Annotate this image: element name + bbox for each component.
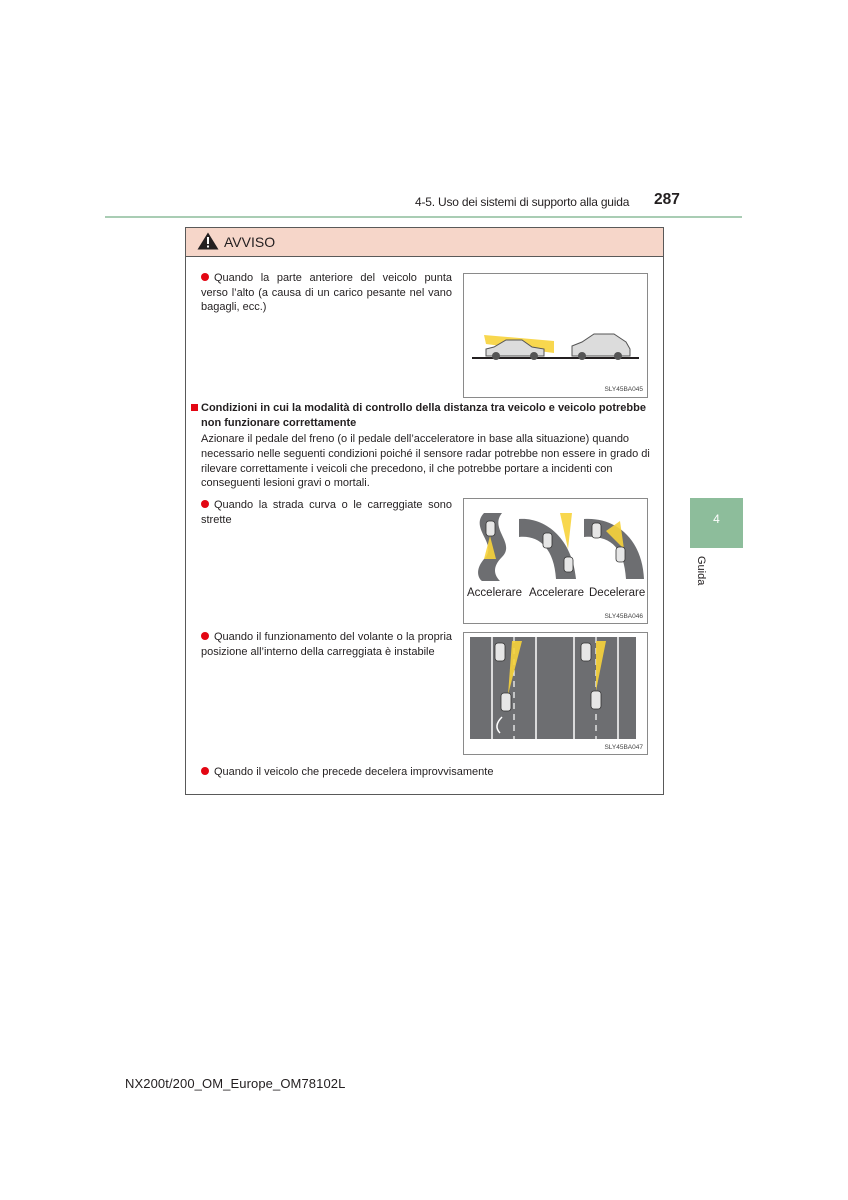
bullet-text: Quando la strada curva o le carreggiate sono strette: [201, 499, 452, 526]
curved-road-illustration: [464, 499, 647, 594]
section-title: 4-5. Uso dei sistemi di supporto alla guida: [415, 195, 630, 209]
heading-text: Condizioni in cui la modalità di controllo della distanza tra veicolo e veicolo potrebbe non funzionare correttamente: [201, 402, 646, 429]
bullet-item: [201, 271, 452, 315]
figure-code: SLY45BA047: [604, 744, 643, 751]
warning-title: AVVISO: [224, 234, 276, 250]
figure-curved-road: [463, 498, 648, 624]
footer-code: NX200t/200_OM_Europe_OM78102L: [125, 1076, 346, 1091]
figure-code: SLY45BA045: [604, 386, 643, 393]
chapter-label: Guida: [695, 556, 707, 586]
bullet-dot-icon: [201, 632, 209, 640]
figure-caption: Accelerare: [467, 587, 522, 599]
bullet-text: Quando la parte anteriore del veicolo punta verso l’alto (a causa di un carico pesante nel vano bagagli, ecc.): [201, 272, 452, 313]
chapter-tab: 4: [690, 498, 743, 548]
unstable-steering-illustration: [464, 633, 647, 741]
bullet-dot-icon: [201, 273, 209, 281]
heading-square-icon: [191, 404, 198, 411]
bullet-dot-icon: [201, 500, 209, 508]
figure-code: SLY45BA046: [604, 613, 643, 620]
tilted-car-illustration: [464, 274, 647, 397]
bullet-dot-icon: [201, 767, 209, 775]
figure-unstable-steering: [463, 632, 648, 755]
warning-triangle-icon: [197, 232, 219, 250]
figure-caption: Decelerare: [589, 587, 646, 599]
header-rule: [105, 216, 742, 218]
page-number: 287: [654, 191, 680, 208]
section-heading: [191, 401, 653, 430]
bullet-text: Quando il veicolo che precede decelera improvvisamente: [214, 766, 494, 778]
bullet-item: [201, 498, 452, 527]
figure-caption: Accelerare: [529, 587, 584, 599]
bullet-item: [201, 630, 452, 659]
body-paragraph: Azionare il pedale del freno (o il pedale dell’acceleratore in base alla situazione) quando necessario nelle seguenti condizioni poiché il sensore radar potrebbe non essere in grado di rilevare correttamente i veicoli che precedono, il che potrebbe portare a incidenti con conseguenti lesioni gravi o mortali.: [201, 433, 650, 490]
bullet-text: Quando il funzionamento del volante o la propria posizione all’interno della carreggiata è instabile: [201, 631, 452, 658]
figure-car-tilted: [463, 273, 648, 398]
bullet-item: [201, 765, 656, 780]
